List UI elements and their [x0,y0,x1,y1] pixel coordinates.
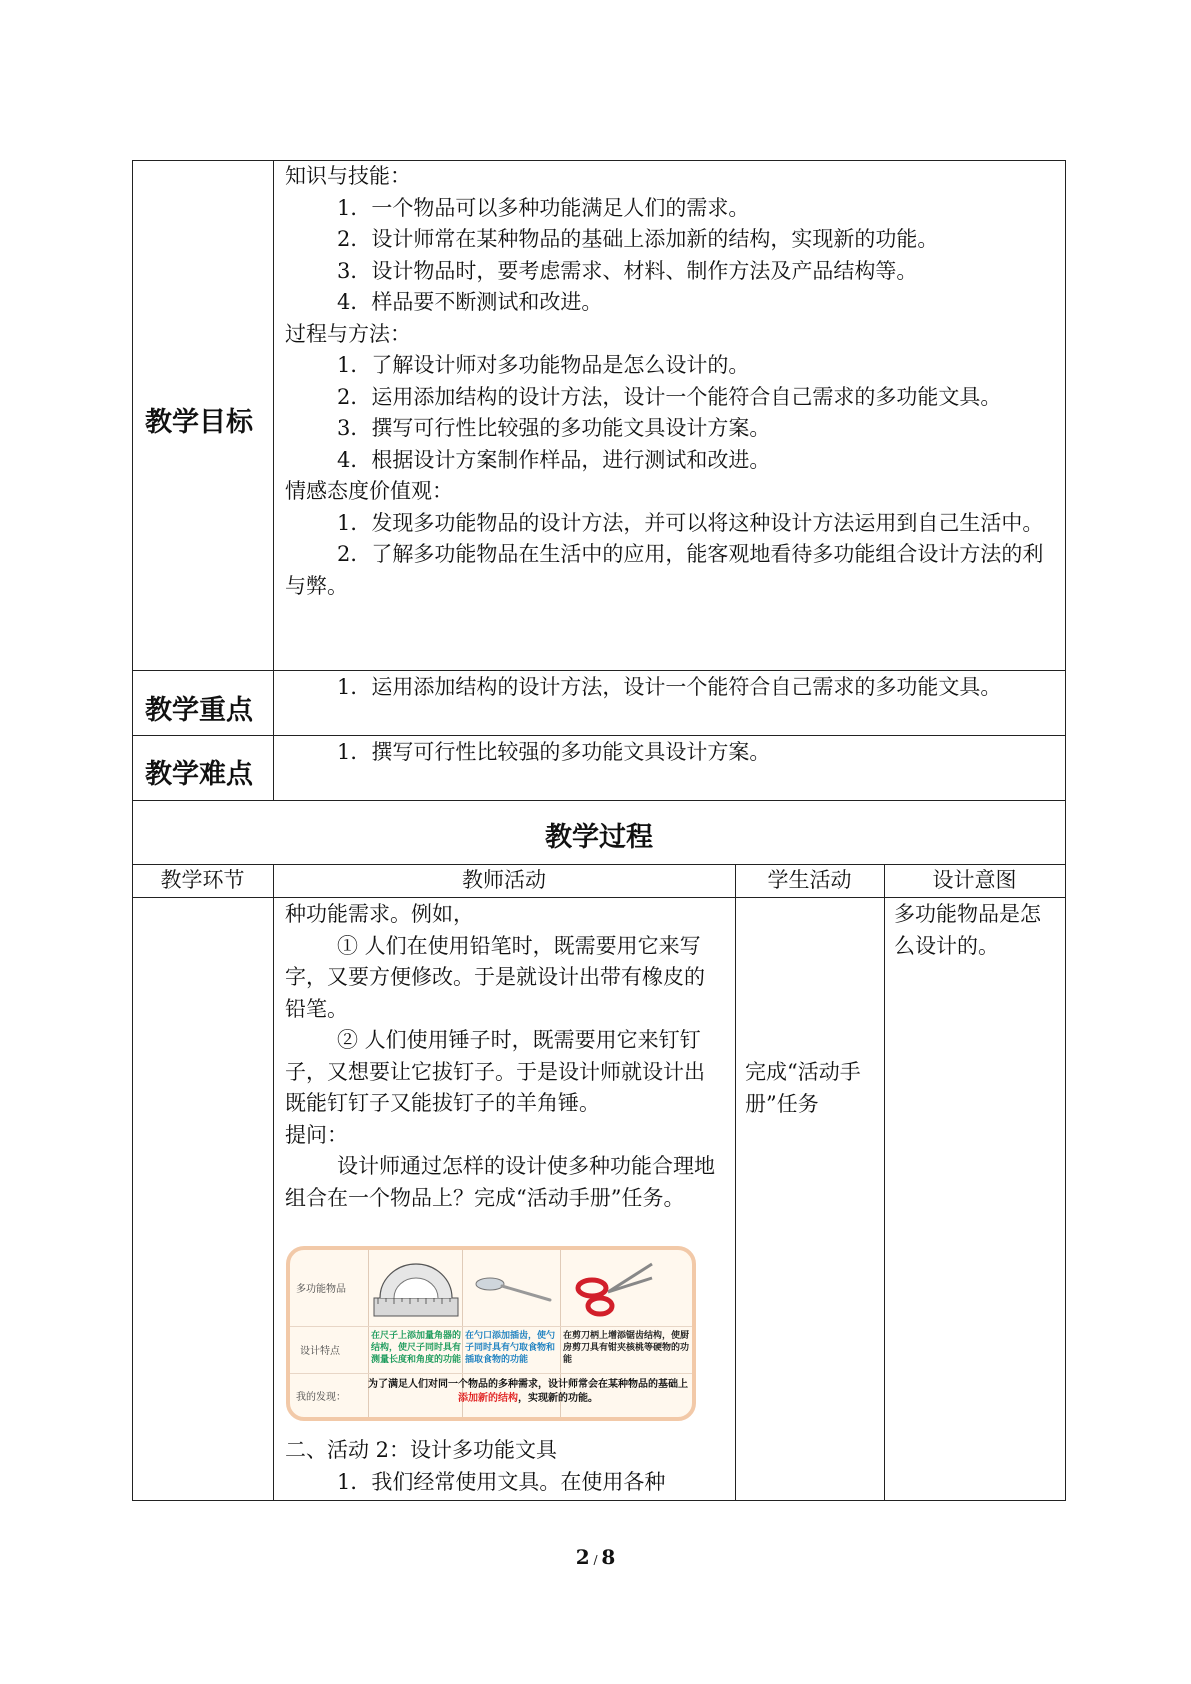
column-header-intent: 设计意图 [932,868,1017,892]
objectives-line: 1．了解设计师对多功能物品是怎么设计的。 [337,353,750,377]
column-header-student: 学生活动 [767,868,852,892]
teacher-activity [285,899,725,1214]
figure-feature-spork: 在勺口添加插齿，使勺子同时具有勺取食物和插取食物的功能 [465,1331,556,1365]
column-divider [735,864,736,1501]
figure-feature-scissors: 在剪刀柄上增添锯齿结构，使厨房剪刀具有钳夹核桃等硬物的功能 [563,1331,690,1365]
objectives-content [285,161,1055,602]
teacher-line: 提问： [285,1122,348,1147]
page-total: 8 [601,1545,616,1569]
column-header-teacher: 教师活动 [462,868,546,892]
objectives-line: 3．撰写可行性比较强的多功能文具设计方案。 [337,416,771,440]
figure-finding-text: ，实现新的功能。 [518,1393,598,1404]
objectives-line: 1．一个物品可以多种功能满足人们的需求。 [337,195,750,220]
objectives-line: 2．设计师常在某种物品的基础上添加新的结构，实现新的功能。 [337,227,939,251]
objectives-line: 知识与技能： [285,164,411,188]
teacher-line: ② 人们使用锤子时，既需要用它来钉钉子，又想要让它拔钉子。于是设计师就设计出既能钉钉子又能拔钉子的羊角锤。 [285,1028,705,1115]
process-title: 教学过程 [545,822,653,853]
objectives-line: 过程与方法： [285,321,411,346]
figure-feature-ruler: 在尺子上添加量角器的结构，使尺子同时具有测量长度和角度的功能 [371,1331,462,1365]
student-activity: 完成“活动手册”任务 [745,1060,861,1116]
objectives-line: 1．发现多功能物品的设计方法，并可以将这种设计方法运用到自己生活中。 [337,510,1044,535]
difficulties-label: 教学难点 [145,759,253,790]
column-header-stage: 教学环节 [160,868,245,892]
figure-finding-highlight: 添加新的结构 [458,1393,518,1404]
figure-row-label: 设计特点 [300,1346,340,1357]
column-divider [273,160,274,800]
scissors-icon [568,1258,656,1322]
objectives-line: 2．了解多功能物品在生活中的应用，能客观地看待多功能组合设计方法的利与弊。 [285,542,1044,598]
figure-row-label: 多功能物品 [296,1284,346,1295]
objectives-line: 4．根据设计方案制作样品，进行测试和改进。 [337,447,771,472]
design-intent: 多功能物品是怎么设计的。 [894,902,1041,958]
figure-finding-text: 为了满足人们对同一个物品的多种需求，设计师常会在某种物品的基础上 [368,1379,688,1390]
teacher-line: ① 人们在使用铅笔时，既需要用它来写字，又要方便修改。于是就设计出带有橡皮的铅笔。 [285,933,705,1021]
objectives-line: 2．运用添加结构的设计方法，设计一个能符合自己需求的多功能文具。 [337,384,1002,409]
difficulties-text: 1．撰写可行性比较强的多功能文具设计方案。 [337,740,771,764]
teacher-line: 1．我们经常使用文具。在使用各种 [337,1469,666,1494]
objectives-label: 教学目标 [145,407,253,438]
objectives-line: 3．设计物品时，要考虑需求、材料、制作方法及产品结构等。 [337,258,918,283]
column-divider [273,864,274,1501]
activity-handbook-figure [286,1246,696,1421]
page-separator: / [589,1553,602,1567]
teacher-line: 设计师通过怎样的设计使多种功能合理地组合在一个物品上？完成“活动手册”任务。 [285,1154,715,1210]
teacher-line: 二、活动 2：设计多功能文具 [285,1438,558,1462]
row-divider [132,800,1066,801]
objectives-line: 情感态度价值观： [285,479,453,503]
spork-icon [470,1272,554,1308]
figure-row-label: 我的发现： [296,1392,346,1403]
objectives-line: 4．样品要不断测试和改进。 [337,290,603,314]
key-points-text: 1．运用添加结构的设计方法，设计一个能符合自己需求的多功能文具。 [337,675,1002,699]
figure-finding [368,1378,688,1406]
teacher-line: 种功能需求。例如， [285,902,474,926]
teacher-activity-continued [285,1435,725,1498]
page-current: 2 [575,1545,590,1569]
protractor-ruler-icon [372,1258,460,1322]
page-number [0,1545,1191,1569]
column-divider [884,864,885,1501]
key-points-label: 教学重点 [145,695,253,726]
